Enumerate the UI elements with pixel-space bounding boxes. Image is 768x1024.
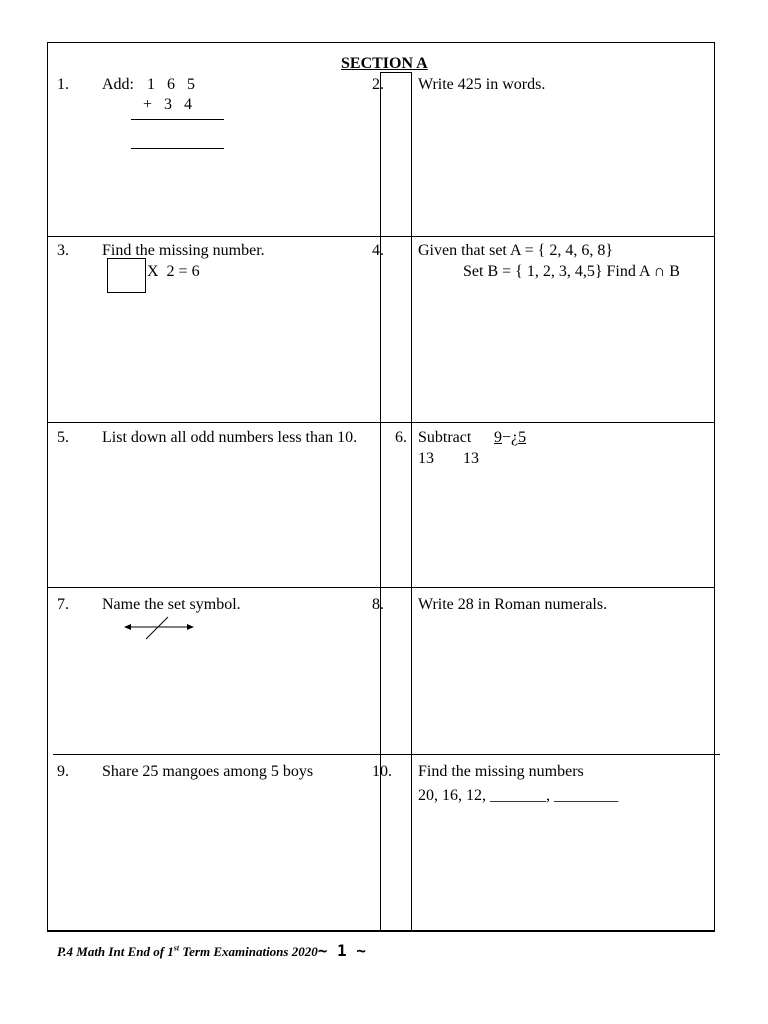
question-8-number: 8.	[372, 596, 384, 613]
question-3-text: Find the missing number.	[102, 242, 265, 259]
question-6-fraction	[494, 430, 526, 446]
question-1-answer-line-bottom	[131, 148, 224, 149]
question-1-top-row: 1 6 5	[147, 76, 195, 93]
footer-text-start: P.4 Math Int End of 1	[57, 944, 174, 959]
question-6-number: 6.	[395, 429, 407, 446]
footer-superscript: st	[173, 943, 180, 953]
page-footer	[57, 943, 366, 959]
question-4-line-2: Set B = { 1, 2, 3, 4,5} Find A ∩ B	[463, 263, 680, 280]
question-6-denominator-1: 13	[418, 450, 434, 467]
section-title: SECTION A	[341, 55, 428, 72]
question-10-line-1: Find the missing numbers	[418, 763, 584, 780]
column-divider-left	[380, 72, 381, 932]
question-1-bottom-row: + 3 4	[143, 96, 193, 113]
question-2-text: Write 425 in words.	[418, 76, 546, 93]
question-4-number: 4.	[372, 242, 384, 259]
question-7-text: Name the set symbol.	[102, 596, 241, 613]
question-3-equation: X 2 = 6	[147, 263, 200, 280]
question-6-numerator-1: 9	[494, 429, 502, 446]
question-8-text: Write 28 in Roman numerals.	[418, 596, 608, 613]
not-equivalent-set-symbol-icon	[122, 616, 196, 642]
divider-top-center	[380, 72, 411, 73]
question-1-number: 1.	[57, 76, 69, 93]
row-divider-2	[47, 422, 715, 423]
question-3-number: 3.	[57, 242, 69, 259]
question-9-number: 9.	[57, 763, 69, 780]
question-6-label: Subtract	[418, 429, 472, 446]
question-9-text: Share 25 mangoes among 5 boys	[102, 763, 314, 780]
question-2-number: 2.	[372, 76, 384, 93]
question-10-line-2: 20, 16, 12, _______, ________	[418, 787, 618, 804]
row-divider-1	[47, 236, 715, 237]
question-6-operator: −¿	[502, 429, 519, 446]
question-6-denominator-2: 13	[463, 450, 479, 467]
question-1-answer-line-top	[131, 119, 224, 120]
column-divider-right	[411, 72, 412, 932]
page-number: ~ 1 ~	[317, 941, 366, 960]
question-1-label: Add:	[102, 76, 134, 93]
question-7-number: 7.	[57, 596, 69, 613]
question-5-text: List down all odd numbers less than 10.	[102, 429, 358, 446]
question-6-numerator-2: 5	[518, 429, 527, 446]
question-5-number: 5.	[57, 429, 69, 446]
footer-text-end: Term Examinations 2020	[179, 944, 318, 959]
row-divider-3	[47, 587, 715, 588]
question-4-line-1: Given that set A = { 2, 4, 6, 8}	[418, 242, 614, 259]
question-3-missing-number-box	[107, 258, 146, 293]
question-10-number: 10.	[372, 763, 392, 780]
row-divider-4	[53, 754, 720, 755]
